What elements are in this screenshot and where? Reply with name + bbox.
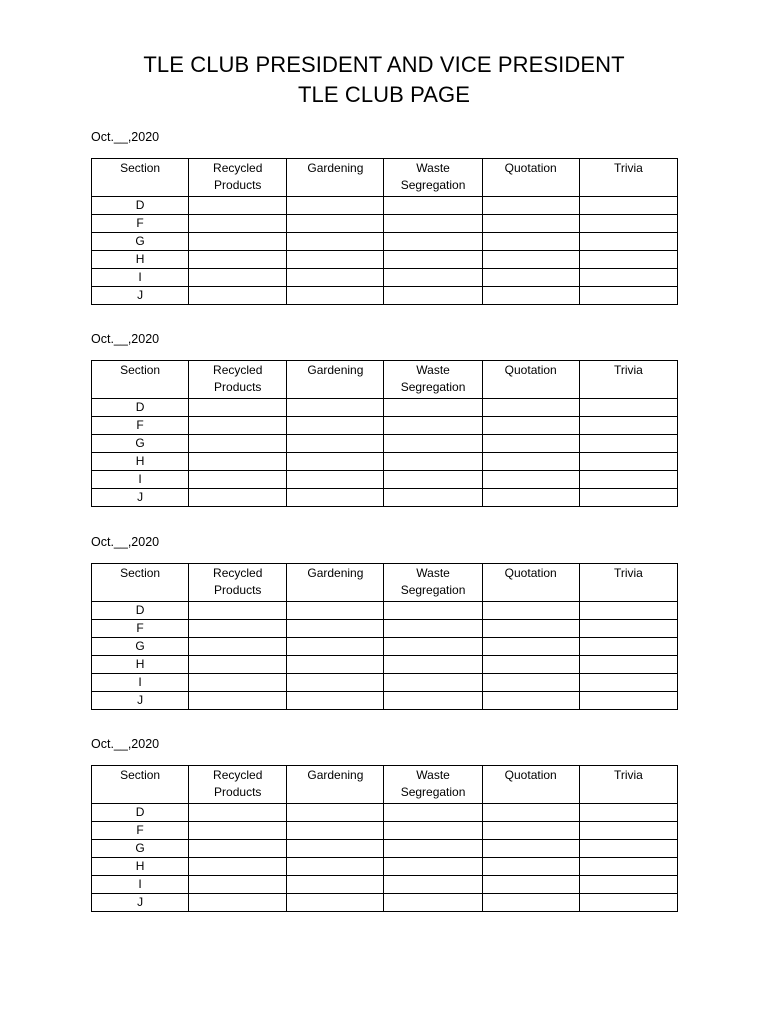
column-header: Trivia: [579, 159, 677, 197]
table-row: [92, 453, 678, 471]
blank-entry-cell[interactable]: [482, 656, 579, 674]
column-header: Waste Segregation: [384, 361, 482, 399]
blank-entry-cell[interactable]: [287, 804, 384, 822]
section-cell: J: [92, 287, 189, 305]
blank-entry-cell[interactable]: [579, 674, 677, 692]
blank-entry-cell[interactable]: [384, 417, 482, 435]
section-cell: H: [92, 251, 189, 269]
blank-entry-cell[interactable]: [384, 251, 482, 269]
blank-entry-cell[interactable]: [189, 692, 287, 710]
blank-entry-cell[interactable]: [482, 876, 579, 894]
schedule-block: [91, 737, 679, 912]
blank-entry-cell[interactable]: [579, 453, 677, 471]
blank-entry-cell[interactable]: [384, 435, 482, 453]
section-cell: H: [92, 453, 189, 471]
document-title: [0, 50, 768, 110]
column-header: Gardening: [287, 766, 384, 804]
blank-entry-cell[interactable]: [189, 215, 287, 233]
blank-entry-cell[interactable]: [189, 489, 287, 507]
section-cell: H: [92, 858, 189, 876]
table-row: [92, 804, 678, 822]
section-cell: J: [92, 894, 189, 912]
blank-entry-cell[interactable]: [579, 269, 677, 287]
column-header: Gardening: [287, 564, 384, 602]
blank-entry-cell[interactable]: [384, 804, 482, 822]
blank-entry-cell[interactable]: [189, 233, 287, 251]
blank-entry-cell[interactable]: [287, 269, 384, 287]
blank-entry-cell[interactable]: [189, 602, 287, 620]
blank-entry-cell[interactable]: [287, 858, 384, 876]
blank-entry-cell[interactable]: [287, 840, 384, 858]
column-header: Quotation: [482, 361, 579, 399]
blank-entry-cell[interactable]: [189, 620, 287, 638]
blank-entry-cell[interactable]: [579, 656, 677, 674]
schedule-block: [91, 535, 679, 710]
blank-entry-cell[interactable]: [287, 417, 384, 435]
table-row: [92, 287, 678, 305]
section-cell: H: [92, 656, 189, 674]
column-header: Section: [92, 564, 189, 602]
blank-entry-cell[interactable]: [579, 638, 677, 656]
blank-entry-cell[interactable]: [579, 251, 677, 269]
table-row: [92, 620, 678, 638]
blank-entry-cell[interactable]: [579, 435, 677, 453]
blank-entry-cell[interactable]: [189, 251, 287, 269]
section-cell: I: [92, 269, 189, 287]
date-label: Oct.__,2020: [91, 737, 160, 751]
blank-entry-cell[interactable]: [579, 620, 677, 638]
blank-entry-cell[interactable]: [384, 471, 482, 489]
table-row: [92, 656, 678, 674]
column-header: Recycled Products: [189, 564, 287, 602]
blank-entry-cell[interactable]: [287, 453, 384, 471]
blank-entry-cell[interactable]: [384, 489, 482, 507]
section-cell: F: [92, 620, 189, 638]
blank-entry-cell[interactable]: [579, 287, 677, 305]
blank-entry-cell[interactable]: [482, 251, 579, 269]
table-row: [92, 894, 678, 912]
blank-entry-cell[interactable]: [287, 638, 384, 656]
table-row: [92, 471, 678, 489]
table-row: [92, 840, 678, 858]
blank-entry-cell[interactable]: [189, 858, 287, 876]
table-row: [92, 251, 678, 269]
table-row: [92, 215, 678, 233]
table-row: [92, 233, 678, 251]
blank-entry-cell[interactable]: [384, 692, 482, 710]
blank-entry-cell[interactable]: [189, 804, 287, 822]
blank-entry-cell[interactable]: [287, 287, 384, 305]
blank-entry-cell[interactable]: [189, 471, 287, 489]
column-header: Gardening: [287, 361, 384, 399]
blank-entry-cell[interactable]: [579, 876, 677, 894]
section-cell: G: [92, 638, 189, 656]
blank-entry-cell[interactable]: [189, 822, 287, 840]
activity-table: [91, 360, 678, 507]
table-row: [92, 876, 678, 894]
section-cell: D: [92, 399, 189, 417]
column-header: Section: [92, 361, 189, 399]
blank-entry-cell[interactable]: [482, 822, 579, 840]
section-cell: D: [92, 804, 189, 822]
table-row: [92, 269, 678, 287]
column-header: Quotation: [482, 766, 579, 804]
blank-entry-cell[interactable]: [189, 840, 287, 858]
column-header: Waste Segregation: [384, 564, 482, 602]
table-row: [92, 692, 678, 710]
blank-entry-cell[interactable]: [482, 674, 579, 692]
activity-table: [91, 158, 678, 305]
table-row: [92, 489, 678, 507]
table-row: [92, 822, 678, 840]
table-row: [92, 602, 678, 620]
blank-entry-cell[interactable]: [579, 417, 677, 435]
blank-entry-cell[interactable]: [482, 417, 579, 435]
blank-entry-cell[interactable]: [482, 638, 579, 656]
blank-entry-cell[interactable]: [482, 894, 579, 912]
blank-entry-cell[interactable]: [384, 822, 482, 840]
date-label: Oct.__,2020: [91, 535, 160, 549]
blank-entry-cell[interactable]: [579, 471, 677, 489]
blank-entry-cell[interactable]: [189, 435, 287, 453]
section-cell: G: [92, 840, 189, 858]
blank-entry-cell[interactable]: [384, 894, 482, 912]
column-header: Waste Segregation: [384, 766, 482, 804]
blank-entry-cell[interactable]: [482, 602, 579, 620]
blank-entry-cell[interactable]: [189, 453, 287, 471]
blank-entry-cell[interactable]: [482, 453, 579, 471]
blank-entry-cell[interactable]: [287, 471, 384, 489]
section-cell: I: [92, 876, 189, 894]
blank-entry-cell[interactable]: [287, 822, 384, 840]
blank-entry-cell[interactable]: [579, 692, 677, 710]
blank-entry-cell[interactable]: [482, 287, 579, 305]
blank-entry-cell[interactable]: [287, 435, 384, 453]
blank-entry-cell[interactable]: [482, 858, 579, 876]
blank-entry-cell[interactable]: [579, 197, 677, 215]
blank-entry-cell[interactable]: [384, 858, 482, 876]
column-header: Trivia: [579, 564, 677, 602]
table-row: [92, 435, 678, 453]
schedule-block: [91, 332, 679, 507]
blank-entry-cell[interactable]: [287, 620, 384, 638]
table-row: [92, 858, 678, 876]
blank-entry-cell[interactable]: [287, 251, 384, 269]
section-cell: F: [92, 417, 189, 435]
blank-entry-cell[interactable]: [189, 876, 287, 894]
blank-entry-cell[interactable]: [287, 876, 384, 894]
blank-entry-cell[interactable]: [384, 287, 482, 305]
column-header: Recycled Products: [189, 361, 287, 399]
blank-entry-cell[interactable]: [287, 894, 384, 912]
blank-entry-cell[interactable]: [579, 602, 677, 620]
blank-entry-cell[interactable]: [482, 840, 579, 858]
blank-entry-cell[interactable]: [482, 399, 579, 417]
table-header-row: [92, 564, 678, 602]
blank-entry-cell[interactable]: [384, 674, 482, 692]
blank-entry-cell[interactable]: [287, 233, 384, 251]
blank-entry-cell[interactable]: [384, 876, 482, 894]
blank-entry-cell[interactable]: [189, 399, 287, 417]
blank-entry-cell[interactable]: [287, 692, 384, 710]
blank-entry-cell[interactable]: [579, 233, 677, 251]
section-cell: F: [92, 822, 189, 840]
blank-entry-cell[interactable]: [384, 840, 482, 858]
blank-entry-cell[interactable]: [189, 269, 287, 287]
blank-entry-cell[interactable]: [579, 840, 677, 858]
blank-entry-cell[interactable]: [482, 269, 579, 287]
blank-entry-cell[interactable]: [579, 215, 677, 233]
blank-entry-cell[interactable]: [579, 804, 677, 822]
column-header: Gardening: [287, 159, 384, 197]
date-label: Oct.__,2020: [91, 332, 160, 346]
blank-entry-cell[interactable]: [189, 894, 287, 912]
title-line-1: TLE CLUB PRESIDENT AND VICE PRESIDENT: [143, 52, 625, 77]
table-row: [92, 638, 678, 656]
blank-entry-cell[interactable]: [384, 656, 482, 674]
blank-entry-cell[interactable]: [579, 489, 677, 507]
column-header: Trivia: [579, 766, 677, 804]
blank-entry-cell[interactable]: [384, 638, 482, 656]
blank-entry-cell[interactable]: [287, 602, 384, 620]
blank-entry-cell[interactable]: [482, 692, 579, 710]
section-cell: G: [92, 435, 189, 453]
table-row: [92, 417, 678, 435]
blank-entry-cell[interactable]: [189, 417, 287, 435]
column-header: Trivia: [579, 361, 677, 399]
blank-entry-cell[interactable]: [384, 620, 482, 638]
blank-entry-cell[interactable]: [287, 674, 384, 692]
column-header: Recycled Products: [189, 766, 287, 804]
table-header-row: [92, 361, 678, 399]
blank-entry-cell[interactable]: [482, 804, 579, 822]
section-cell: G: [92, 233, 189, 251]
column-header: Recycled Products: [189, 159, 287, 197]
blank-entry-cell[interactable]: [482, 215, 579, 233]
column-header: Waste Segregation: [384, 159, 482, 197]
table-header-row: [92, 766, 678, 804]
blank-entry-cell[interactable]: [482, 197, 579, 215]
blank-entry-cell[interactable]: [384, 215, 482, 233]
section-cell: F: [92, 215, 189, 233]
blank-entry-cell[interactable]: [287, 215, 384, 233]
title-line-2: TLE CLUB PAGE: [297, 82, 471, 107]
blank-entry-cell[interactable]: [579, 399, 677, 417]
activity-table: [91, 765, 678, 912]
blank-entry-cell[interactable]: [384, 269, 482, 287]
column-header: Quotation: [482, 159, 579, 197]
blank-entry-cell[interactable]: [482, 233, 579, 251]
table-header-row: [92, 159, 678, 197]
table-row: [92, 399, 678, 417]
activity-table: [91, 563, 678, 710]
blank-entry-cell[interactable]: [384, 233, 482, 251]
blank-entry-cell[interactable]: [482, 435, 579, 453]
blank-entry-cell[interactable]: [287, 197, 384, 215]
column-header: Quotation: [482, 564, 579, 602]
table-row: [92, 197, 678, 215]
schedule-block: [91, 130, 679, 305]
blank-entry-cell[interactable]: [384, 197, 482, 215]
blank-entry-cell[interactable]: [189, 287, 287, 305]
blank-entry-cell[interactable]: [482, 620, 579, 638]
section-cell: J: [92, 489, 189, 507]
section-cell: J: [92, 692, 189, 710]
blank-entry-cell[interactable]: [384, 602, 482, 620]
table-row: [92, 674, 678, 692]
blank-entry-cell[interactable]: [579, 822, 677, 840]
blank-entry-cell[interactable]: [189, 197, 287, 215]
section-cell: D: [92, 197, 189, 215]
blank-entry-cell[interactable]: [579, 894, 677, 912]
blank-entry-cell[interactable]: [287, 489, 384, 507]
blank-entry-cell[interactable]: [287, 399, 384, 417]
blank-entry-cell[interactable]: [482, 489, 579, 507]
blank-entry-cell[interactable]: [189, 674, 287, 692]
column-header: Section: [92, 766, 189, 804]
blank-entry-cell[interactable]: [189, 656, 287, 674]
section-cell: I: [92, 471, 189, 489]
blank-entry-cell[interactable]: [482, 471, 579, 489]
blank-entry-cell[interactable]: [579, 858, 677, 876]
section-cell: D: [92, 602, 189, 620]
date-label: Oct.__,2020: [91, 130, 160, 144]
section-cell: I: [92, 674, 189, 692]
blank-entry-cell[interactable]: [384, 399, 482, 417]
column-header: Section: [92, 159, 189, 197]
blank-entry-cell[interactable]: [189, 638, 287, 656]
blank-entry-cell[interactable]: [384, 453, 482, 471]
blank-entry-cell[interactable]: [287, 656, 384, 674]
